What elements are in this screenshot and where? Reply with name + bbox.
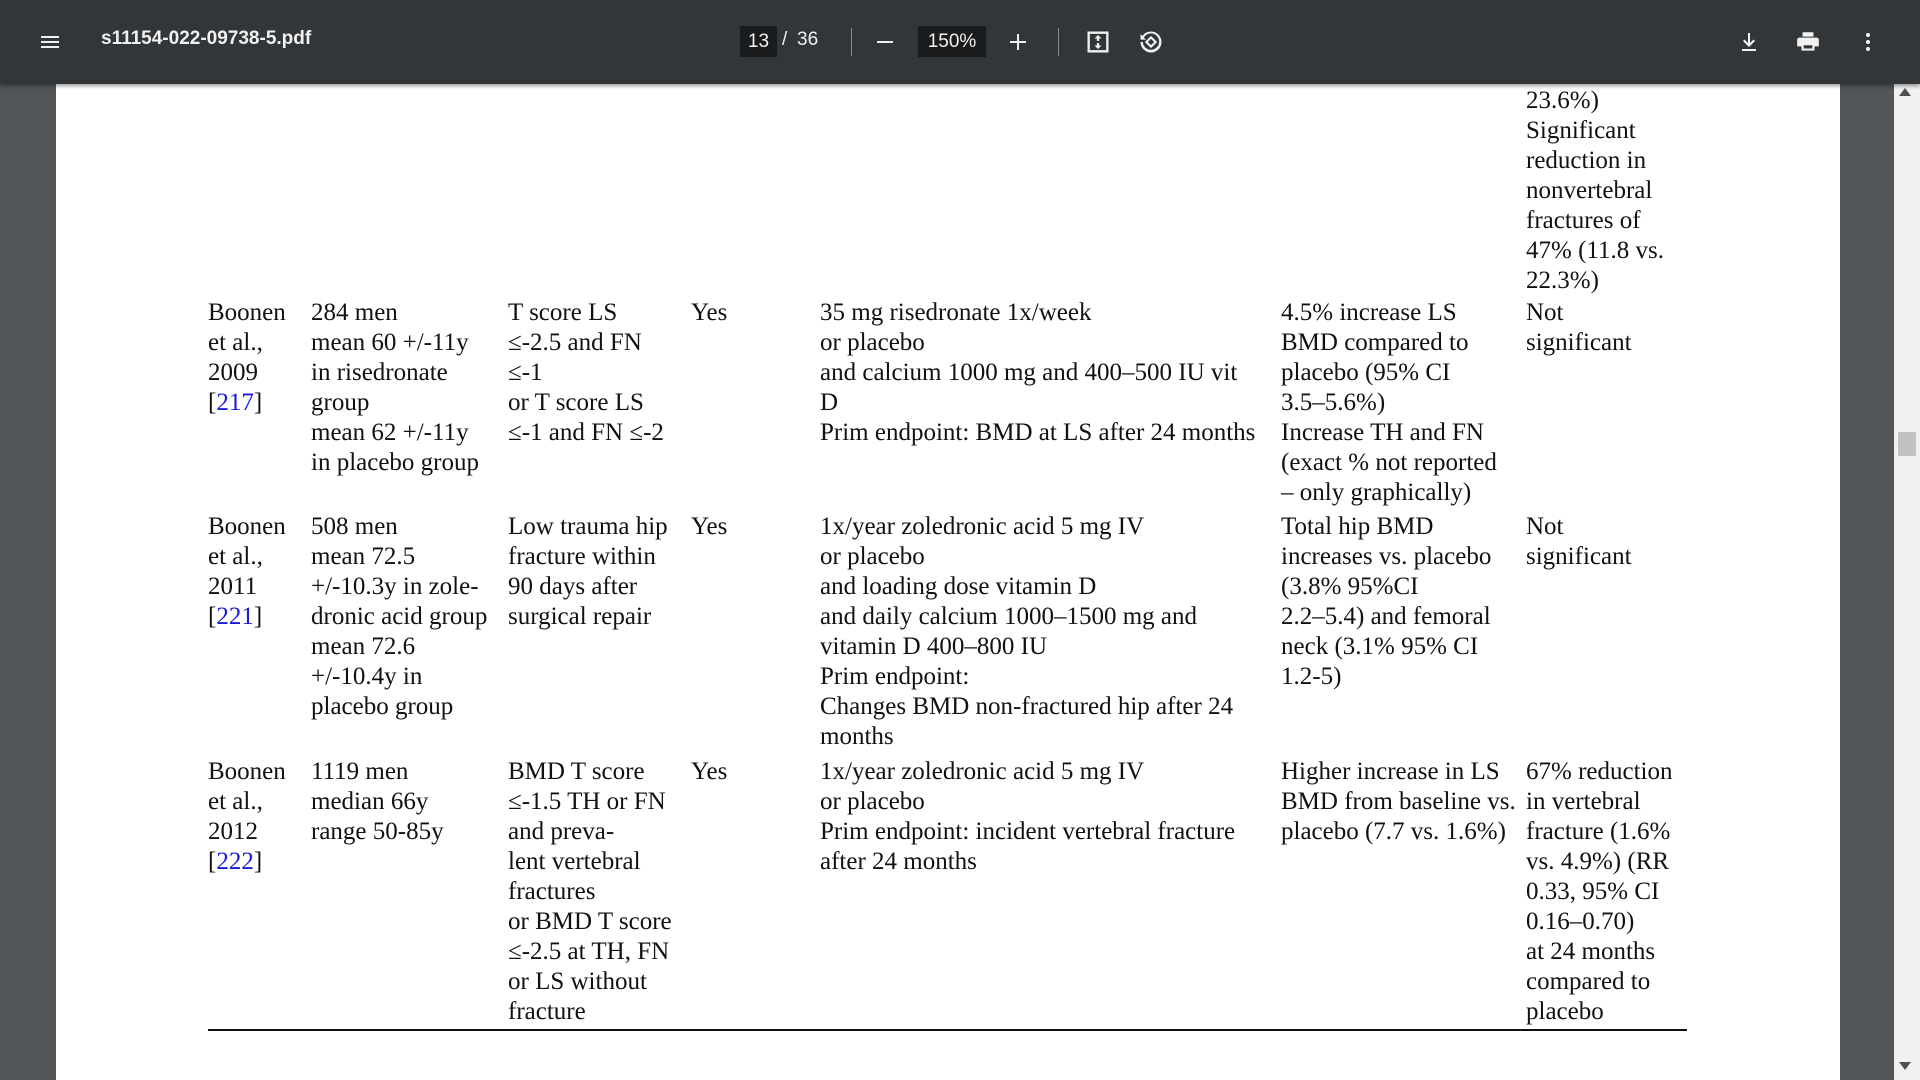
text-line: or LS without [508,968,647,995]
text-line: – only graphically) [1281,479,1472,506]
table-cell-study [208,757,286,877]
fit-page-icon[interactable] [1080,24,1116,60]
text-line: in placebo group [311,449,480,476]
text-line: et al., [208,329,263,356]
text-line: Significant [1526,117,1636,144]
text-line: mean 72.5 [311,543,416,570]
text-line: nonvertebral [1526,177,1653,204]
scroll-down-arrow-icon[interactable] [1899,1062,1911,1070]
text-line: Boonen [208,513,286,540]
table-cell-study [208,298,286,418]
text-line: 1.2-5) [1281,663,1342,690]
text-line: placebo (7.7 vs. 1.6%) [1281,818,1506,845]
table-cell-intervention [820,757,1235,877]
table-cell-inclusion [508,298,664,448]
text-line: lent vertebral [508,848,641,875]
text-line: 22.3%) [1526,267,1599,294]
text-line: 2.2–5.4) and femoral [1281,603,1491,630]
text-line: +/-10.3y in zole- [311,573,479,600]
text-line: BMD from baseline vs. [1281,788,1516,815]
table-cell-population [311,512,487,722]
table-cell-fracture [1526,298,1632,358]
text-line: or T score LS [508,389,644,416]
text-line: and loading dose vitamin D [820,573,1097,600]
text-line: et al., [208,788,263,815]
scroll-up-arrow-icon[interactable] [1899,88,1911,96]
text-line: reduction in [1526,147,1647,174]
reference-link[interactable]: [221] [208,603,263,630]
text-line: fracture within [508,543,656,570]
table-cell-intervention [820,298,1255,448]
text-line: 90 days after [508,573,638,600]
text-line: in vertebral [1526,788,1641,815]
text-line: and preva- [508,818,615,845]
reference-link[interactable]: [222] [208,848,263,875]
text-line: at 24 months [1526,938,1656,965]
text-line: 35 mg risedronate 1x/week [820,299,1092,326]
text-line: Not [1526,513,1564,540]
text-line: fractures of [1526,207,1641,234]
page-number-input[interactable]: 13 [740,26,777,57]
text-line: placebo [1526,998,1604,1025]
text-line: (3.8% 95%CI [1281,573,1419,600]
text-line: mean 72.6 [311,633,416,660]
table-cell-study [208,512,286,632]
rotate-icon[interactable] [1133,24,1169,60]
text-line: neck (3.1% 95% CI [1281,633,1479,660]
table-cell-population [311,757,444,847]
text-line: 0.33, 95% CI [1526,878,1660,905]
zoom-level-input[interactable]: 150% [918,26,986,57]
pdf-toolbar [0,0,1920,84]
text-line: after 24 months [820,848,977,875]
text-line: and calcium 1000 mg and 400–500 IU vit [820,359,1238,386]
text-line: months [820,723,894,750]
text-line: 1x/year zoledronic acid 5 mg IV [820,758,1145,785]
table-cell-bmd [1281,512,1491,692]
text-line: significant [1526,329,1632,356]
text-line: ≤-2.5 at TH, FN [508,938,670,965]
text-line: 2011 [208,573,258,600]
zoom-in-icon[interactable] [1000,24,1036,60]
text-line: Increase TH and FN [1281,419,1484,446]
text-line: fracture (1.6% [1526,818,1671,845]
reference-link[interactable]: [217] [208,389,263,416]
text-line: or placebo [820,329,925,356]
reference-number[interactable]: 217 [216,389,254,416]
text-line: median 66y [311,788,429,815]
download-icon[interactable] [1731,24,1767,60]
table-cell-blinded: Yes [691,299,728,326]
text-line: significant [1526,543,1632,570]
text-line: T score LS [508,299,618,326]
text-line: placebo (95% CI [1281,359,1451,386]
text-line: dronic acid group [311,603,488,630]
table-cell-fracture [1526,512,1632,572]
page-count: 36 [797,29,819,50]
text-line: Not [1526,299,1564,326]
text-line: range 50-85y [311,818,444,845]
text-line: placebo group [311,693,454,720]
text-line: Prim endpoint: [820,663,970,690]
table-bottom-rule [208,1029,1687,1031]
text-line: Higher increase in LS [1281,758,1500,785]
text-line: in risedronate [311,359,448,386]
text-line: 67% reduction [1526,758,1673,785]
text-line: 508 men [311,513,398,540]
text-line: et al., [208,543,263,570]
text-line: ≤-1 and FN ≤-2 [508,419,664,446]
text-line: Changes BMD non-fractured hip after 24 [820,693,1234,720]
table-cell-bmd [1281,298,1497,508]
text-line: 47% (11.8 vs. [1526,237,1664,264]
vertical-scrollbar[interactable] [1894,84,1920,1080]
text-line: BMD compared to [1281,329,1469,356]
table-cell-inclusion [508,512,668,632]
text-line: Prim endpoint: BMD at LS after 24 months [820,419,1256,446]
text-line: surgical repair [508,603,652,630]
text-line: 2009 [208,359,258,386]
text-line: Boonen [208,758,286,785]
text-line: mean 62 +/-11y [311,419,469,446]
text-line: ≤-1 [508,359,543,386]
table-cell-fracture-prev [1526,86,1664,296]
table-cell-population [311,298,479,478]
hamburger-menu-icon[interactable] [32,24,68,60]
text-line: 0.16–0.70) [1526,908,1635,935]
page-separator: / [782,29,788,50]
text-line: 23.6%) [1526,87,1599,114]
text-line: 3.5–5.6%) [1281,389,1386,416]
text-line: 1119 men [311,758,409,785]
text-line: vitamin D 400–800 IU [820,633,1048,660]
text-line: (exact % not reported [1281,449,1497,476]
text-line: vs. 4.9%) (RR [1526,848,1670,875]
text-line: BMD T score [508,758,645,785]
text-line: or placebo [820,788,925,815]
toolbar-divider [1058,28,1059,56]
text-line: ≤-1.5 TH or FN [508,788,666,815]
table-cell-blinded: Yes [691,758,728,785]
text-line: fracture [508,998,586,1025]
text-line: Prim endpoint: incident vertebral fracture [820,818,1236,845]
more-vert-icon[interactable] [1850,24,1886,60]
zoom-out-icon[interactable] [867,24,903,60]
text-line: or BMD T score [508,908,672,935]
table-cell-intervention [820,512,1233,752]
text-line: 284 men [311,299,398,326]
print-icon[interactable] [1790,24,1826,60]
text-line: compared to [1526,968,1651,995]
text-line: Low trauma hip [508,513,668,540]
toolbar-divider [851,28,852,56]
table-cell-inclusion [508,757,672,1027]
scrollbar-thumb[interactable] [1898,432,1916,456]
document-title: s11154-022-09738-5.pdf [101,28,312,49]
text-line: group [311,389,370,416]
text-line: fractures [508,878,596,905]
text-line: 1x/year zoledronic acid 5 mg IV [820,513,1145,540]
table-cell-fracture [1526,757,1672,1027]
reference-number[interactable]: 222 [216,848,254,875]
reference-number[interactable]: 221 [216,603,254,630]
text-line: and daily calcium 1000–1500 mg and [820,603,1198,630]
text-line: Total hip BMD [1281,513,1434,540]
text-line: mean 60 +/-11y [311,329,469,356]
text-line: or placebo [820,543,925,570]
table-cell-bmd [1281,757,1516,847]
text-line: Boonen [208,299,286,326]
text-line: +/-10.4y in [311,663,423,690]
text-line: ≤-2.5 and FN [508,329,642,356]
text-line: 2012 [208,818,258,845]
text-line: 4.5% increase LS [1281,299,1457,326]
text-line: increases vs. placebo [1281,543,1492,570]
table-cell-blinded: Yes [691,513,728,540]
pdf-page [56,84,1840,1080]
text-line: D [820,389,839,416]
